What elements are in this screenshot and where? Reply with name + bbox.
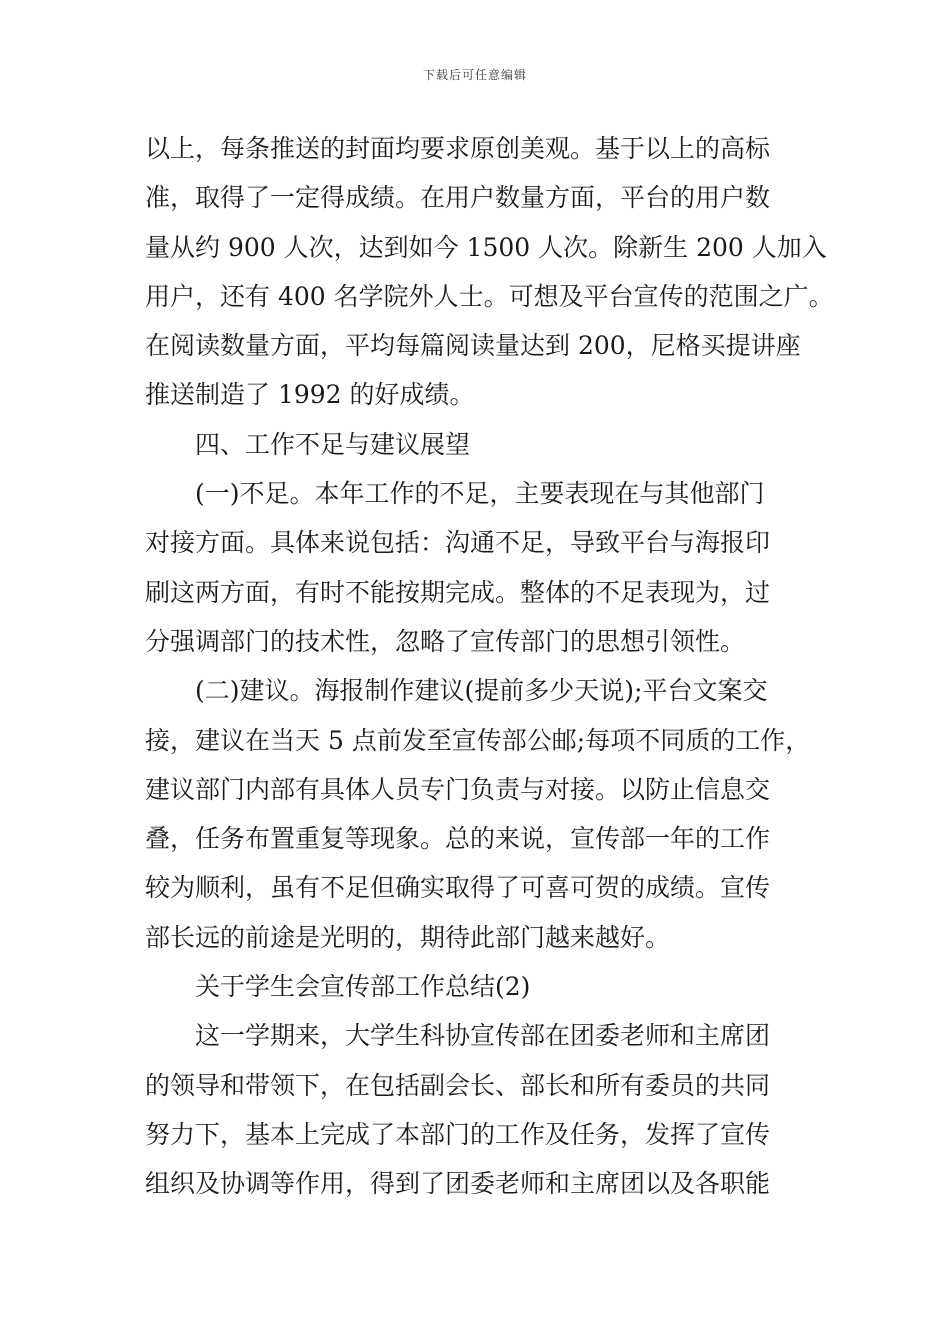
text-line: 对接方面。具体来说包括：沟通不足，导致平台与海报印 [145,528,771,558]
text-line: 刷这两方面，有时不能按期完成。整体的不足表现为，过 [145,577,771,607]
text-line: 推送制造了 1992 的好成绩。 [145,380,475,410]
text-line: 准，取得了一定得成绩。在用户数量方面，平台的用户数 [145,183,771,213]
text-line: 部长远的前途是光明的，期待此部门越来越好。 [145,922,671,952]
text-line: 建议部门内部有具体人员专门负责与对接。以防止信息交 [145,774,771,804]
text-line: 组织及协调等作用，得到了团委老师和主席团以及各职能 [145,1169,771,1199]
text-line: 在阅读数量方面，平均每篇阅读量达到 200，尼格买提讲座 [145,331,801,361]
text-line: 量从约 900 人次，达到如今 1500 人次。除新生 200 人加入 [145,232,827,262]
paragraph-start: (二)建议。海报制作建议(提前多少天说);平台文案交 [195,676,768,706]
text-line: 以上，每条推送的封面均要求原创美观。基于以上的高标 [145,134,771,163]
text-line: 分强调部门的技术性，忽略了宣传部门的思想引领性。 [145,626,746,656]
text-line: 接，建议在当天 5 点前发至宣传部公邮;每项不同质的工作， [145,725,811,755]
text-line: 的领导和带领下，在包括副会长、部长和所有委员的共同 [145,1070,771,1100]
page-header: 下载后可任意编辑 [422,68,527,82]
text-line: 努力下，基本上完成了本部门的工作及任务，发挥了宣传 [145,1119,771,1149]
document-body [145,124,834,1209]
paragraph-start: (一)不足。本年工作的不足，主要表现在与其他部门 [195,479,765,509]
section-heading: 四、工作不足与建议展望 [195,429,471,459]
text-line: 用户，还有 400 名学院外人士。可想及平台宣传的范围之广。 [145,281,834,311]
text-line: 叠，任务布置重复等现象。总的来说，宣传部一年的工作 [145,824,771,854]
section-title: 关于学生会宣传部工作总结(2) [195,972,531,1002]
paragraph-start: 这一学期来，大学生科协宣传部在团委老师和主席团 [195,1021,771,1051]
text-line: 较为顺利，虽有不足但确实取得了可喜可贺的成绩。宣传 [145,873,771,903]
